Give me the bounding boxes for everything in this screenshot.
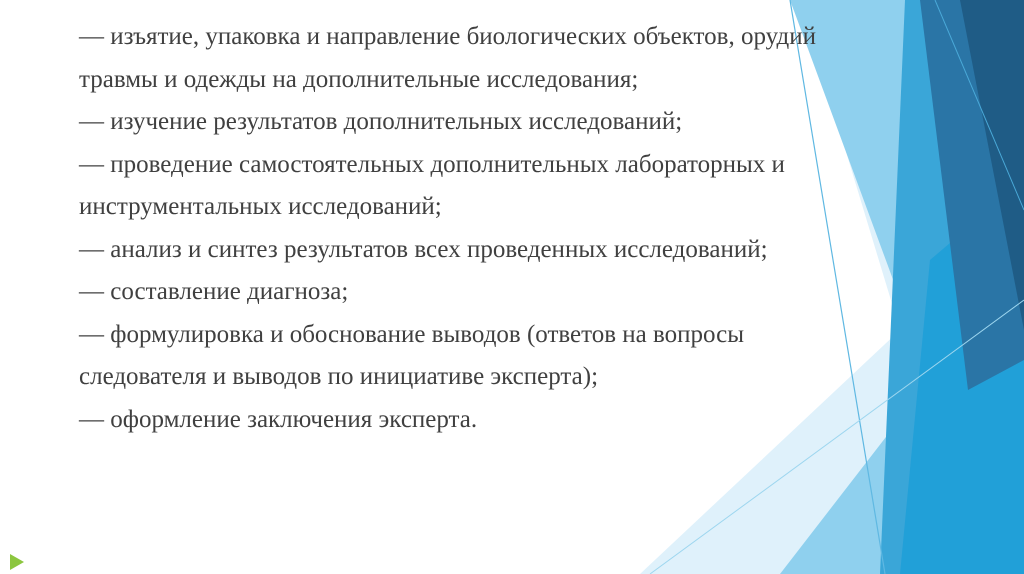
list-item: — составление диагноза;	[79, 278, 349, 305]
list-item: — анализ и синтез результатов всех проведенных исследований;	[79, 235, 768, 263]
list-item: — проведение самостоятельных дополнительных лабораторных и инструментальных исследований;	[79, 150, 785, 220]
list-item: — оформление заключения эксперта.	[79, 405, 478, 433]
list-item: — изучение результатов дополнительных исследований;	[79, 108, 683, 135]
list-item: — формулировка и обоснование выводов (ответов на вопросы следователя и выводов по инициативе эксперта);	[79, 320, 745, 390]
bullet-list	[79, 16, 819, 441]
list-item: — изъятие, упаковка и направление биологических объектов, орудий травмы и одежды на дополнительные исследования;	[79, 23, 817, 93]
accent-triangle	[10, 554, 24, 570]
